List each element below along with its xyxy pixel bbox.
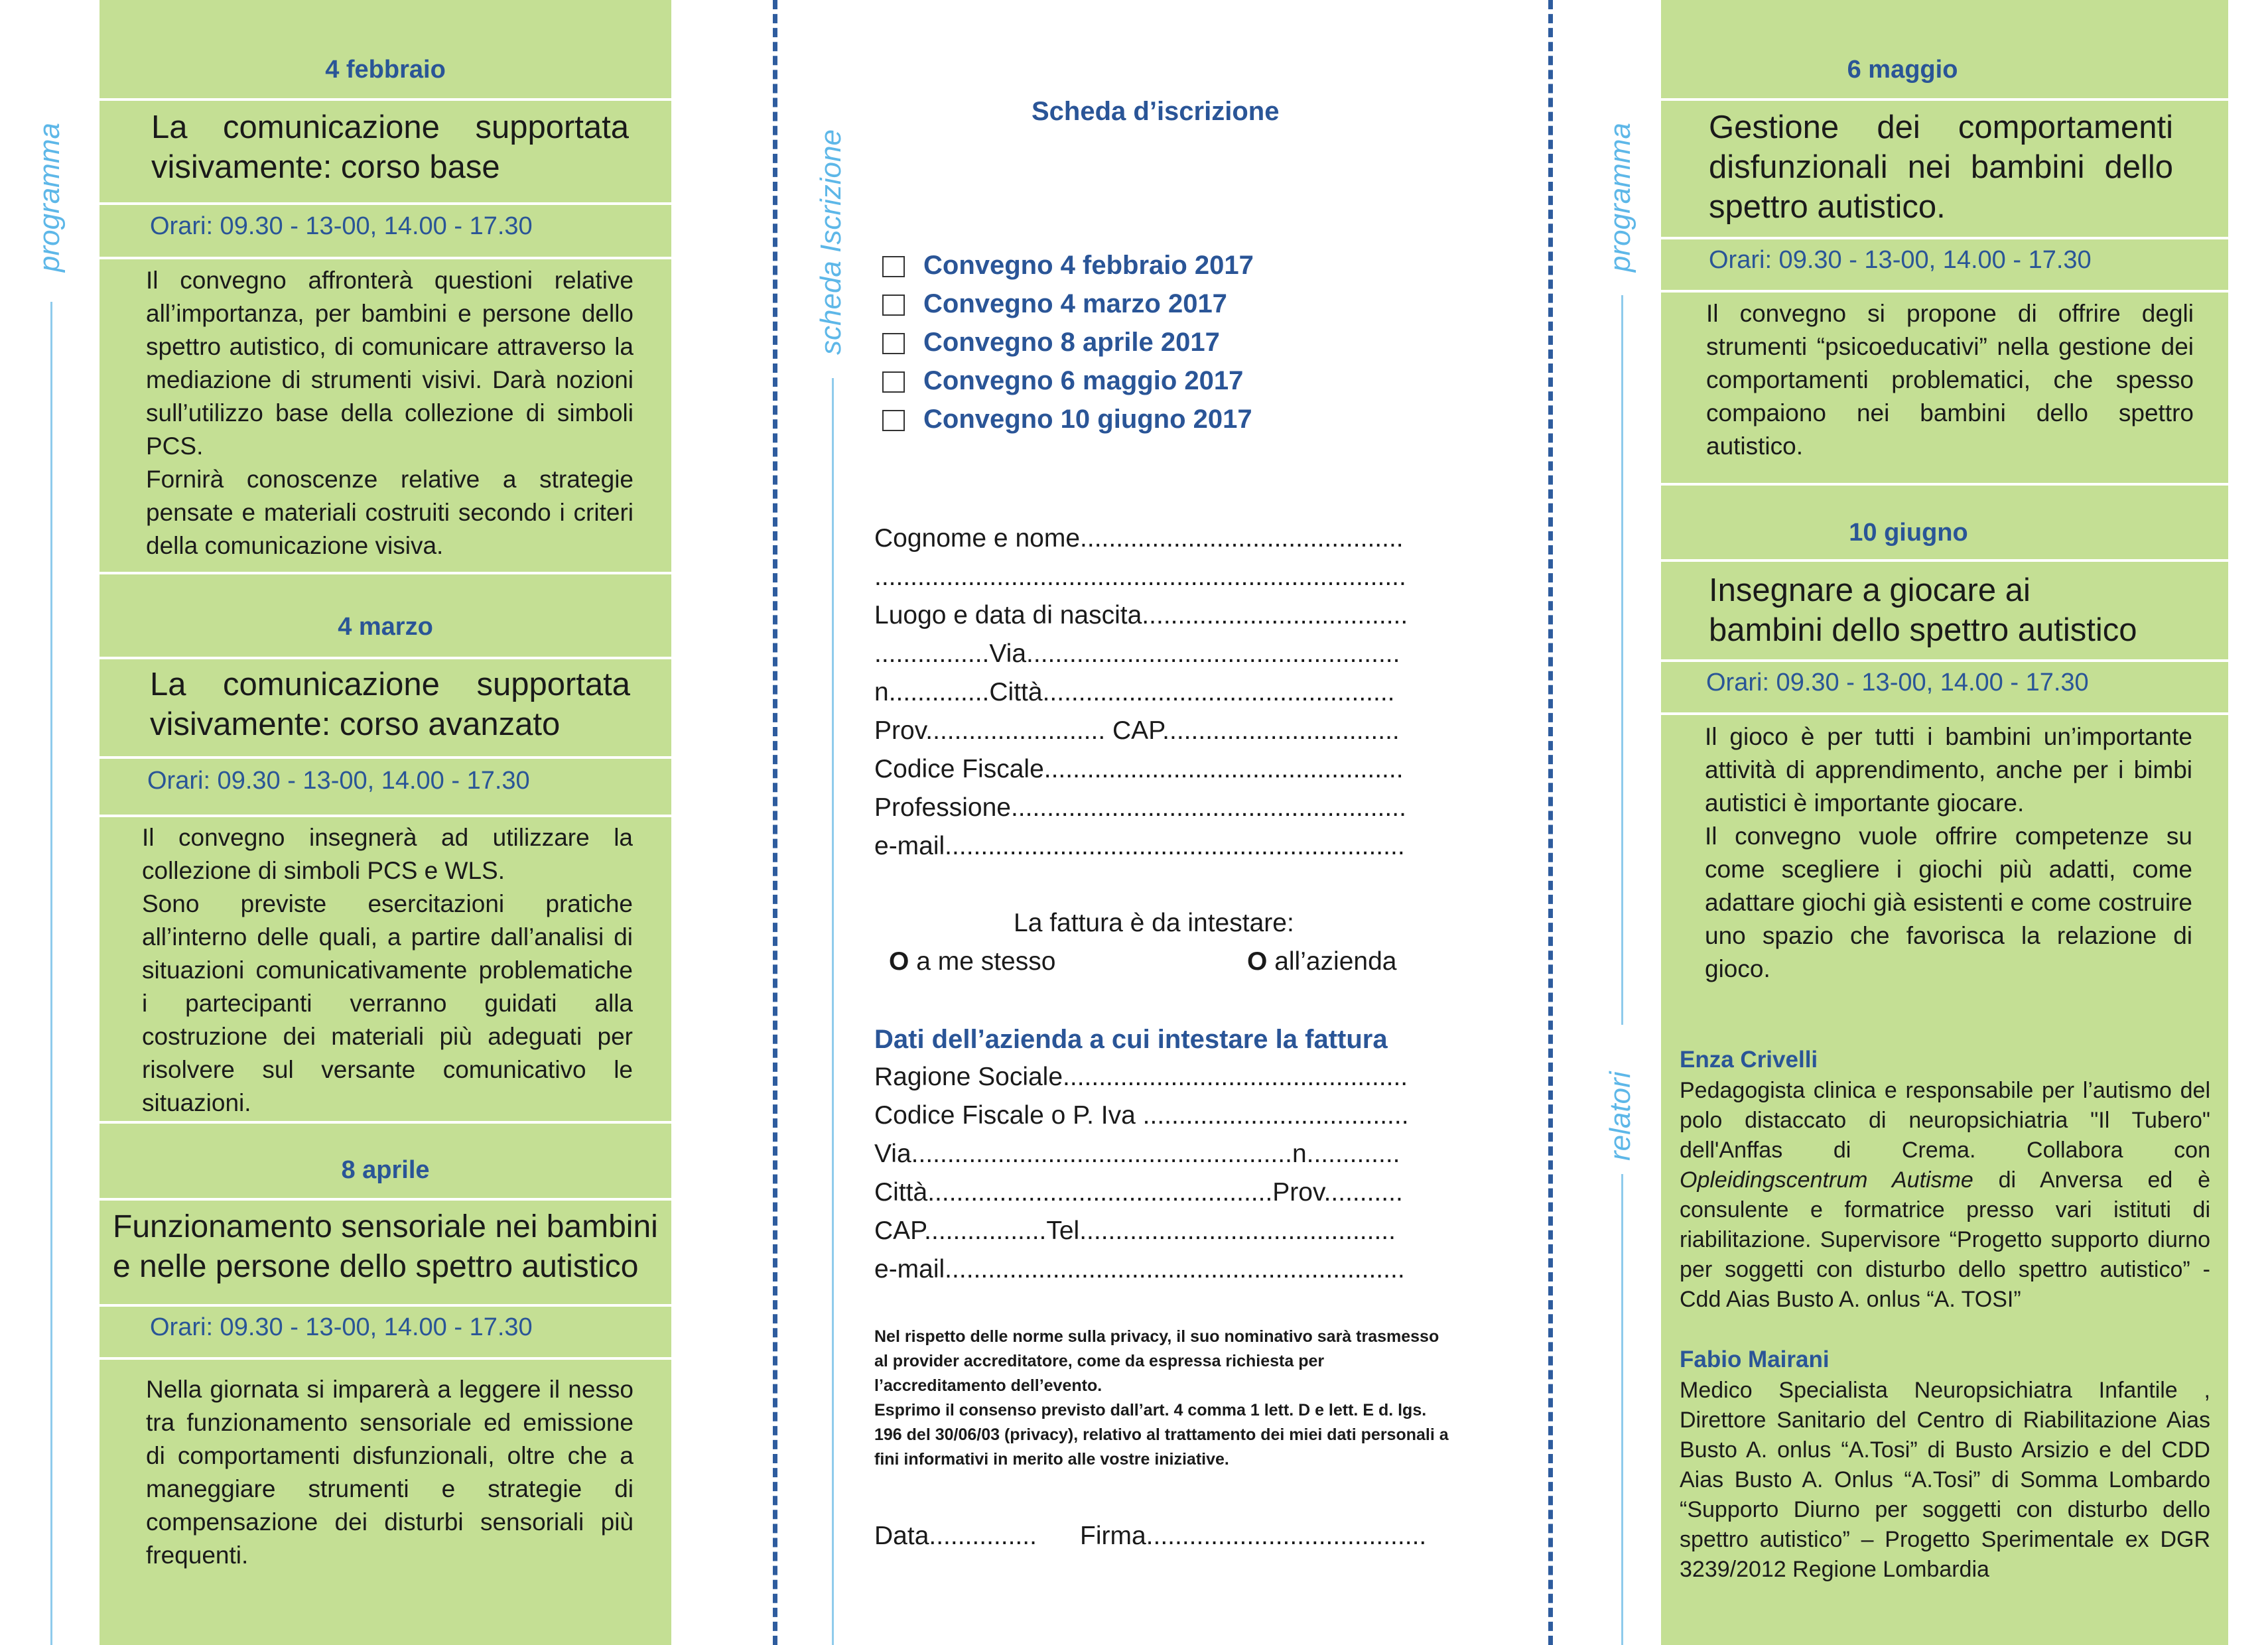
session-title: La comunicazione supportata visivamente: corso avanzato [150, 667, 630, 742]
field-via[interactable]: ................Via.................................................... [874, 639, 1400, 668]
field-luogo-data-nascita[interactable]: Luogo e data di nascita..................................... [874, 601, 1408, 629]
separator [100, 202, 671, 205]
checkbox[interactable] [882, 295, 905, 316]
session-date: 8 aprile [341, 1156, 430, 1184]
session-date: 10 giugno [1849, 519, 1968, 547]
separator [100, 815, 671, 817]
session-hours: Orari: 09.30 - 13-00, 14.00 - 17.30 [147, 767, 530, 795]
separator [1661, 237, 2228, 239]
separator [1661, 659, 2228, 662]
session-description: Il gioco è per tutti i bambini un’importante attività di apprendimento, anche per i bimbi autistici è importante giocare. Il convegno vuole offrire competenze su come scegliere i giochi più adatti, come adattare giochi già esistenti e come costruire uno spazio che favorisca la relazione di gioco. [1705, 723, 2192, 982]
invoice-question: La fattura è da intestare: [1014, 909, 1294, 937]
side-divider-middle [832, 378, 834, 1645]
session-date: 4 febbraio [325, 56, 446, 84]
separator [100, 98, 671, 101]
checkbox-row[interactable]: Convegno 4 marzo 2017 [882, 289, 1227, 319]
separator [1661, 483, 2228, 486]
field-cognome-nome[interactable]: Cognome e nome............................................. [874, 524, 1404, 553]
field-cap-tel[interactable]: CAP.................Tel............................................ [874, 1217, 1396, 1245]
separator [1661, 559, 2228, 562]
session-description: Il convegno insegnerà ad utilizzare la collezione di simboli PCS e WLS. Sono previste esercitazioni pratiche all’interno delle quali, a partire dall’analisi di situazioni comunicativamente problematiche i partecipanti verranno guidati alla costruzione dei materiali più adeguati per risolvere sul versante comunicativo le situazioni. [142, 824, 633, 1116]
side-divider-right-bottom [1621, 1174, 1623, 1645]
speaker-bio: Pedagogista clinica e responsabile per l’autismo del polo distaccato di neuropsichiatria "Il Tubero" dell'Anffas di Crema. Collabora con Opleidingscentrum Autisme di Anversa ed è consulente e formatrice presso vari istituti di riabilitazione. Supervisore “Progetto supporto diurno per soggetti con disturbo dello spettro autistico” - Cdd Aias Busto A. onlus “A. TOSI” [1680, 1078, 2210, 1312]
side-label-programma-left: programma [33, 123, 66, 272]
separator [100, 1198, 671, 1201]
separator [100, 257, 671, 259]
side-label-programma-right: programma [1604, 123, 1636, 272]
checkbox[interactable] [882, 410, 905, 431]
separator [100, 1304, 671, 1307]
checkbox-row[interactable]: Convegno 6 maggio 2017 [882, 366, 1243, 396]
session-hours: Orari: 09.30 - 13-00, 14.00 - 17.30 [150, 1313, 533, 1341]
session-title: Funzionamento sensoriale nei bambini e nelle persone dello spettro autistico [113, 1209, 658, 1284]
speaker-name: Enza Crivelli [1680, 1047, 1818, 1073]
field-company-citta[interactable]: Città................................................Prov........... [874, 1178, 1403, 1207]
session-description: Il convegno affronterà questioni relative all’importanza, per bambini e persone dello spettro autistico, di comunicare attraverso la mediazione di strumenti visivi. Darà nozioni sull’utilizzo base della collezione di simboli PCS. Fornirà conoscenze relative a strategie pensate e materiali costruiti secondo i criteri della comunicazione visiva. [146, 267, 634, 559]
separator [1661, 98, 2228, 101]
side-divider-right-top [1621, 295, 1623, 1025]
session-description: Il convegno si propone di offrire degli strumenti “psicoeducativi” nella gestione dei comportamenti problematici, che spesso compaiono nei bambini dello spettro autistico. [1706, 300, 2194, 460]
session-date: 6 maggio [1847, 56, 1958, 84]
separator [100, 1357, 671, 1360]
side-label-scheda: scheda Iscrizione [815, 129, 847, 355]
field-prov-cap[interactable]: Prov......................... CAP................................. [874, 716, 1400, 745]
field-codice-fiscale[interactable]: Codice Fiscale.................................................. [874, 755, 1404, 783]
company-section-title: Dati dell’azienda a cui intestare la fattura [874, 1025, 1388, 1054]
field-email[interactable]: e-mail................................................................ [874, 832, 1405, 860]
field-professione[interactable]: Professione....................................................... [874, 793, 1406, 822]
field-ragione-sociale[interactable]: Ragione Sociale................................................ [874, 1063, 1408, 1091]
field-data[interactable]: Data............... [874, 1522, 1037, 1550]
side-divider-left [50, 302, 52, 1645]
field-cf-piva[interactable]: Codice Fiscale o P. Iva ..................................... [874, 1101, 1409, 1130]
option-marker[interactable]: O [1247, 947, 1268, 976]
form-title: Scheda d’iscrizione [1032, 97, 1280, 126]
field-company-via[interactable]: Via.....................................................n............. [874, 1140, 1400, 1168]
checkbox-row[interactable]: Convegno 4 febbraio 2017 [882, 251, 1254, 281]
invoice-option-company[interactable]: O all’azienda [1247, 947, 1397, 976]
session-hours: Orari: 09.30 - 13-00, 14.00 - 17.30 [1709, 246, 2092, 274]
checkbox[interactable] [882, 371, 905, 393]
side-label-relatori: relatori [1604, 1071, 1636, 1161]
checkbox-row[interactable]: Convegno 10 giugno 2017 [882, 405, 1252, 434]
separator [1661, 712, 2228, 715]
field-firma[interactable]: Firma....................................... [1080, 1522, 1427, 1550]
separator [100, 1121, 671, 1124]
field-cognome-nome-cont[interactable]: .......................................................................... [874, 562, 1406, 591]
session-description: Nella giornata si imparerà a leggere il nesso tra funzionamento sensoriale ed emissione di comportamenti disfunzionali, oltre che a maneggiare strumenti e strategie di compensazione dei disturbi sensoriali più frequenti. [146, 1376, 634, 1569]
checkbox-row[interactable]: Convegno 8 aprile 2017 [882, 328, 1220, 358]
invoice-option-self[interactable]: O a me stesso [889, 947, 1056, 976]
separator [100, 756, 671, 759]
fold-line-right [1548, 0, 1553, 1645]
fold-line-left [773, 0, 777, 1645]
separator [100, 657, 671, 659]
session-title: Gestione dei comportamenti disfunzionali nei bambini dello spettro autistico. [1709, 109, 2173, 225]
field-company-email[interactable]: e-mail................................................................ [874, 1255, 1405, 1283]
session-hours: Orari: 09.30 - 13-00, 14.00 - 17.30 [150, 212, 533, 240]
session-date: 4 marzo [338, 613, 433, 641]
speaker-bio: Medico Specialista Neuropsichiatra Infantile , Direttore Sanitario del Centro di Riabilitazione Aias Busto A. onlus “A.Tosi” di Busto Arsizio e del CDD Aias Busto A. Onlus “A.Tosi” di Somma Lombardo “Supporto Diurno per soggetti con disturbo dello spettro autistico” – Progetto Sperimentale ex DGR 3239/2012 Regione Lombardia [1680, 1378, 2210, 1582]
option-marker[interactable]: O [889, 947, 909, 976]
session-hours: Orari: 09.30 - 13-00, 14.00 - 17.30 [1706, 669, 2089, 696]
field-numero-citta[interactable]: n..............Città................................................. [874, 678, 1395, 706]
checkbox[interactable] [882, 333, 905, 354]
privacy-notice: Nel rispetto delle norme sulla privacy, il suo nominativo sarà trasmesso al provider accreditatore, come da espressa richiesta per l’accreditamento dell’evento. Esprimo il consenso previsto dall’art. 4 comma 1 lett. D e lett. E d. lgs. 196 del 30/06/03 (privacy), relativo al trattamento dei miei dati personali a fini informativi in merito alle vostre iniziative. [874, 1327, 1449, 1469]
session-title: Insegnare a giocare ai bambini dello spettro autistico [1709, 572, 2137, 648]
separator [1661, 290, 2228, 293]
speaker-name: Fabio Mairani [1680, 1347, 1830, 1372]
checkbox[interactable] [882, 256, 905, 277]
separator [100, 572, 671, 574]
session-title: La comunicazione supportata visivamente: corso base [151, 109, 629, 185]
